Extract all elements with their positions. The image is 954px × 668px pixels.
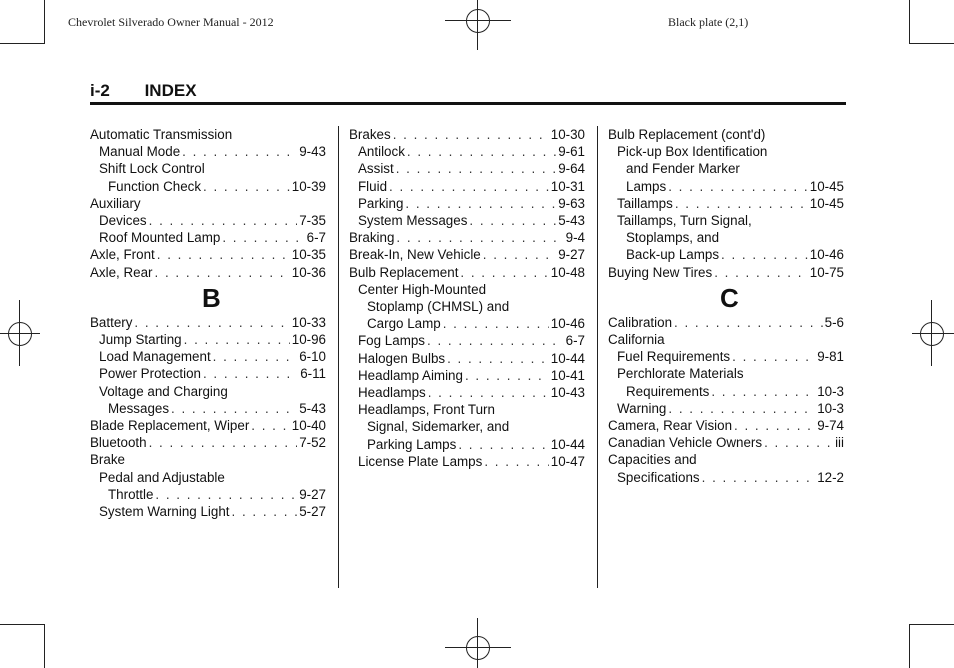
index-entry	[608, 348, 844, 365]
running-header-title: Chevrolet Silverado Owner Manual - 2012	[68, 15, 274, 29]
index-page-ref: 10-30	[550, 127, 585, 142]
index-entry-text: Halogen Bulbs	[358, 350, 446, 366]
plate-label: Black plate (2,1)	[668, 15, 749, 29]
index-entry-text: Brakes	[349, 127, 391, 142]
dot-leader	[203, 178, 290, 195]
index-entry-text: Automatic Transmission	[90, 127, 233, 142]
index-page-ref: 10-45	[809, 178, 844, 194]
dot-leader	[721, 246, 808, 263]
dot-leader	[222, 229, 304, 246]
index-page-ref: 9-27	[558, 247, 585, 263]
index-entry-text: Signal, Sidemarker, and	[367, 419, 510, 435]
index-entry-text: Bulb Replacement (cont'd)	[608, 127, 766, 142]
crop-mark	[44, 0, 45, 44]
index-page-ref: 10-45	[809, 195, 844, 211]
index-page-ref: 9-74	[817, 418, 844, 434]
dot-leader	[764, 434, 833, 451]
registration-mark-top	[445, 0, 511, 50]
index-entry	[349, 281, 585, 298]
index-entry	[90, 486, 326, 503]
index-entry	[608, 400, 844, 417]
index-entry-text: Manual Mode	[99, 144, 181, 160]
dot-leader	[443, 315, 549, 332]
index-entry	[349, 401, 585, 418]
dot-leader	[155, 264, 290, 281]
dot-leader	[251, 417, 289, 434]
index-page-ref: 10-43	[550, 385, 585, 401]
index-entry-text: Axle, Front	[90, 247, 155, 263]
index-entry	[90, 143, 326, 160]
index-page-ref: 10-3	[817, 400, 844, 416]
index-entry-text: Specifications	[617, 469, 700, 485]
index-page-ref: 10-31	[550, 178, 585, 194]
index-entry-text: System Warning Light	[99, 504, 230, 520]
index-entry	[608, 229, 844, 246]
index-page-ref: 10-39	[291, 178, 326, 194]
index-entry	[608, 434, 844, 451]
index-entry-text: Warning	[617, 400, 667, 416]
dot-leader	[149, 434, 298, 451]
index-page-ref: 9-4	[565, 230, 585, 246]
index-entry	[608, 469, 844, 486]
page-number: i-2	[90, 81, 110, 100]
dot-leader	[458, 436, 548, 453]
index-entry-text: Parking Lamps	[367, 436, 457, 452]
index-entry-text: Assist	[358, 161, 394, 177]
index-entry	[349, 350, 585, 367]
index-entry-text: Fluid	[358, 178, 388, 194]
index-entry-text: Voltage and Charging	[99, 383, 228, 399]
index-entry-text: Stoplamp (CHMSL) and	[367, 299, 510, 315]
index-entry	[90, 365, 326, 382]
index-column-1	[90, 126, 326, 520]
index-column-3	[608, 126, 844, 486]
index-entry-text: Break-In, New Vehicle	[349, 247, 481, 263]
index-entry-text: Taillamps	[617, 195, 673, 211]
dot-leader	[407, 143, 556, 160]
dot-leader	[396, 229, 563, 246]
index-page-ref: 9-27	[299, 486, 326, 502]
index-page-ref: iii	[835, 435, 844, 451]
index-page-ref: 10-41	[550, 367, 585, 383]
dot-leader	[668, 400, 815, 417]
index-entry	[90, 434, 326, 451]
index-entry	[349, 212, 585, 229]
index-column-2	[349, 126, 585, 470]
index-entry-text: Brake	[90, 452, 125, 468]
index-page-ref: 10-46	[809, 247, 844, 263]
index-entry	[349, 143, 585, 160]
index-entry	[608, 331, 844, 348]
index-page-ref: 6-10	[299, 349, 326, 365]
index-entry	[90, 314, 326, 331]
index-page-ref: 12-2	[817, 469, 844, 485]
dot-leader	[668, 178, 808, 195]
index-entry	[608, 143, 844, 160]
index-page-ref: 5-27	[299, 504, 326, 520]
index-entry	[349, 332, 585, 349]
index-page-ref: 10-47	[550, 453, 585, 469]
index-entry-text: Antilock	[358, 144, 405, 160]
index-entry-text: Requirements	[626, 383, 710, 399]
index-entry	[90, 246, 326, 263]
page-title: INDEX	[144, 81, 197, 100]
index-entry-text: Back-up Lamps	[626, 247, 720, 263]
index-entry-text: Battery	[90, 314, 133, 330]
section-heading	[90, 81, 197, 101]
index-entry-text: Pick-up Box Identification	[617, 144, 768, 160]
crop-mark	[0, 624, 44, 625]
index-entry-text: Stoplamps, and	[626, 230, 720, 246]
index-entry	[90, 229, 326, 246]
dot-leader	[134, 314, 289, 331]
registration-mark-right	[912, 300, 954, 366]
dot-leader	[203, 365, 298, 382]
index-entry	[349, 178, 585, 195]
index-entry-text: Buying New Tires	[608, 264, 713, 280]
dot-leader	[447, 350, 549, 367]
index-entry-text: Pedal and Adjustable	[99, 469, 225, 485]
dot-leader	[484, 453, 548, 470]
index-entry-text: and Fender Marker	[626, 161, 740, 177]
index-entry	[608, 314, 844, 331]
index-entry	[608, 383, 844, 400]
dot-leader	[184, 331, 290, 348]
index-entry	[90, 178, 326, 195]
index-entry	[90, 451, 326, 468]
registration-mark-bottom	[445, 618, 511, 668]
index-entry	[349, 195, 585, 212]
index-page-ref: 9-81	[817, 349, 844, 365]
dot-leader	[702, 469, 816, 486]
index-entry-text: Blade Replacement, Wiper	[90, 418, 250, 434]
index-entry-text: Taillamps, Turn Signal,	[617, 213, 752, 229]
index-entry-text: Auxiliary	[90, 195, 141, 211]
dot-leader	[732, 348, 815, 365]
index-entry	[90, 126, 326, 143]
index-page-ref: 9-64	[558, 161, 585, 177]
dot-leader	[714, 264, 808, 281]
dot-leader	[393, 126, 549, 143]
index-page-ref: 9-61	[558, 144, 585, 160]
index-entry	[349, 126, 585, 143]
crop-mark	[909, 0, 910, 44]
index-entry-text: Shift Lock Control	[99, 161, 205, 177]
index-entry	[349, 384, 585, 401]
index-entry	[608, 417, 844, 434]
dot-leader	[389, 178, 549, 195]
dot-leader	[674, 314, 823, 331]
index-page-ref: 7-52	[299, 435, 326, 451]
index-page-ref: 10-33	[291, 314, 326, 330]
index-page-ref: 10-36	[291, 264, 326, 280]
index-entry	[349, 436, 585, 453]
index-entry-text: License Plate Lamps	[358, 453, 483, 469]
dot-leader	[155, 486, 297, 503]
index-entry	[90, 331, 326, 348]
index-page-ref: 5-6	[824, 314, 844, 330]
index-entry-text: Function Check	[108, 178, 202, 194]
dot-leader	[427, 332, 564, 349]
index-entry-text: Jump Starting	[99, 332, 182, 348]
dot-leader	[711, 383, 815, 400]
index-entry-text: Headlamps	[358, 385, 426, 401]
index-entry-text: Power Protection	[99, 366, 201, 382]
index-entry-text: Headlamps, Front Turn	[358, 402, 495, 418]
crop-mark	[0, 43, 44, 44]
crop-mark	[44, 624, 45, 668]
registration-mark-left	[0, 300, 40, 366]
index-page-ref: 9-63	[558, 195, 585, 211]
index-page-ref: 5-43	[558, 213, 585, 229]
index-entry-text: Capacities and	[608, 452, 697, 468]
dot-leader	[675, 195, 808, 212]
index-entry	[349, 315, 585, 332]
heading-rule	[90, 102, 846, 105]
dot-leader	[405, 195, 556, 212]
index-entry-text: Braking	[349, 230, 395, 246]
index-entry-text: Lamps	[626, 178, 667, 194]
index-entry-text: California	[608, 332, 665, 348]
index-page-ref: 10-40	[291, 418, 326, 434]
crop-mark	[910, 624, 954, 625]
index-entry	[349, 229, 585, 246]
index-entry-text: Camera, Rear Vision	[608, 418, 733, 434]
index-entry-text: Headlamp Aiming	[358, 367, 463, 383]
index-entry	[608, 126, 844, 143]
dot-leader	[232, 503, 298, 520]
index-page-ref: 6-7	[306, 230, 326, 246]
index-entry-text: Axle, Rear	[90, 264, 153, 280]
crop-mark	[909, 624, 910, 668]
dot-leader	[171, 400, 297, 417]
index-entry-text: Load Management	[99, 349, 211, 365]
index-entry	[349, 298, 585, 315]
index-page-ref: 10-75	[809, 264, 844, 280]
index-page-ref: 10-3	[817, 383, 844, 399]
index-entry	[90, 195, 326, 212]
index-entry	[90, 503, 326, 520]
index-entry	[90, 348, 326, 365]
index-entry	[608, 246, 844, 263]
index-entry	[349, 264, 585, 281]
dot-leader	[182, 143, 297, 160]
index-entry	[349, 453, 585, 470]
index-letter-heading: C	[720, 282, 739, 313]
index-page-ref: 7-35	[299, 213, 326, 229]
column-divider	[597, 126, 598, 588]
index-entry-text: System Messages	[358, 213, 468, 229]
index-entry	[90, 160, 326, 177]
column-divider	[338, 126, 339, 588]
index-entry-text: Canadian Vehicle Owners	[608, 435, 763, 451]
index-entry-text: Center High-Mounted	[358, 281, 487, 297]
index-entry	[608, 365, 844, 382]
index-entry	[349, 367, 585, 384]
dot-leader	[213, 348, 298, 365]
index-entry-text: Perchlorate Materials	[617, 366, 744, 382]
index-entry	[349, 418, 585, 435]
index-entry-text: Bluetooth	[90, 435, 147, 451]
index-page-ref: 10-96	[291, 332, 326, 348]
index-entry-text: Cargo Lamp	[367, 316, 441, 332]
index-page-ref: 6-11	[300, 366, 326, 382]
index-entry	[90, 264, 326, 281]
dot-leader	[396, 160, 556, 177]
index-entry	[90, 383, 326, 400]
index-entry	[608, 160, 844, 177]
index-entry	[349, 246, 585, 263]
index-page-ref: 9-43	[299, 144, 326, 160]
index-entry	[608, 264, 844, 281]
index-entry-text: Throttle	[108, 486, 154, 502]
index-page-ref: 10-46	[550, 316, 585, 332]
index-entry	[608, 212, 844, 229]
dot-leader	[469, 212, 556, 229]
index-entry-text: Messages	[108, 400, 170, 416]
index-entry	[608, 451, 844, 468]
index-page-ref: 10-35	[291, 247, 326, 263]
index-entry	[349, 160, 585, 177]
dot-leader	[149, 212, 298, 229]
index-entry	[90, 212, 326, 229]
index-page-ref: 10-48	[550, 264, 585, 280]
index-entry	[90, 469, 326, 486]
index-entry-text: Bulb Replacement	[349, 264, 459, 280]
index-entry	[608, 195, 844, 212]
dot-leader	[483, 246, 556, 263]
index-entry	[90, 400, 326, 417]
index-page-ref: 5-43	[299, 400, 326, 416]
index-entry-text: Roof Mounted Lamp	[99, 230, 221, 246]
dot-leader	[460, 264, 548, 281]
index-entry	[608, 178, 844, 195]
index-entry-text: Devices	[99, 213, 147, 229]
index-page-ref: 6-7	[565, 333, 585, 349]
index-entry	[90, 417, 326, 434]
index-entry-text: Calibration	[608, 314, 673, 330]
index-page-ref: 10-44	[550, 350, 585, 366]
crop-mark	[910, 43, 954, 44]
index-entry-text: Fog Lamps	[358, 333, 425, 349]
dot-leader	[157, 246, 290, 263]
index-entry-text: Parking	[358, 195, 404, 211]
index-entry-text: Fuel Requirements	[617, 349, 731, 365]
dot-leader	[734, 417, 815, 434]
index-page-ref: 10-44	[550, 436, 585, 452]
index-letter-heading: B	[202, 282, 221, 313]
dot-leader	[428, 384, 549, 401]
dot-leader	[465, 367, 549, 384]
